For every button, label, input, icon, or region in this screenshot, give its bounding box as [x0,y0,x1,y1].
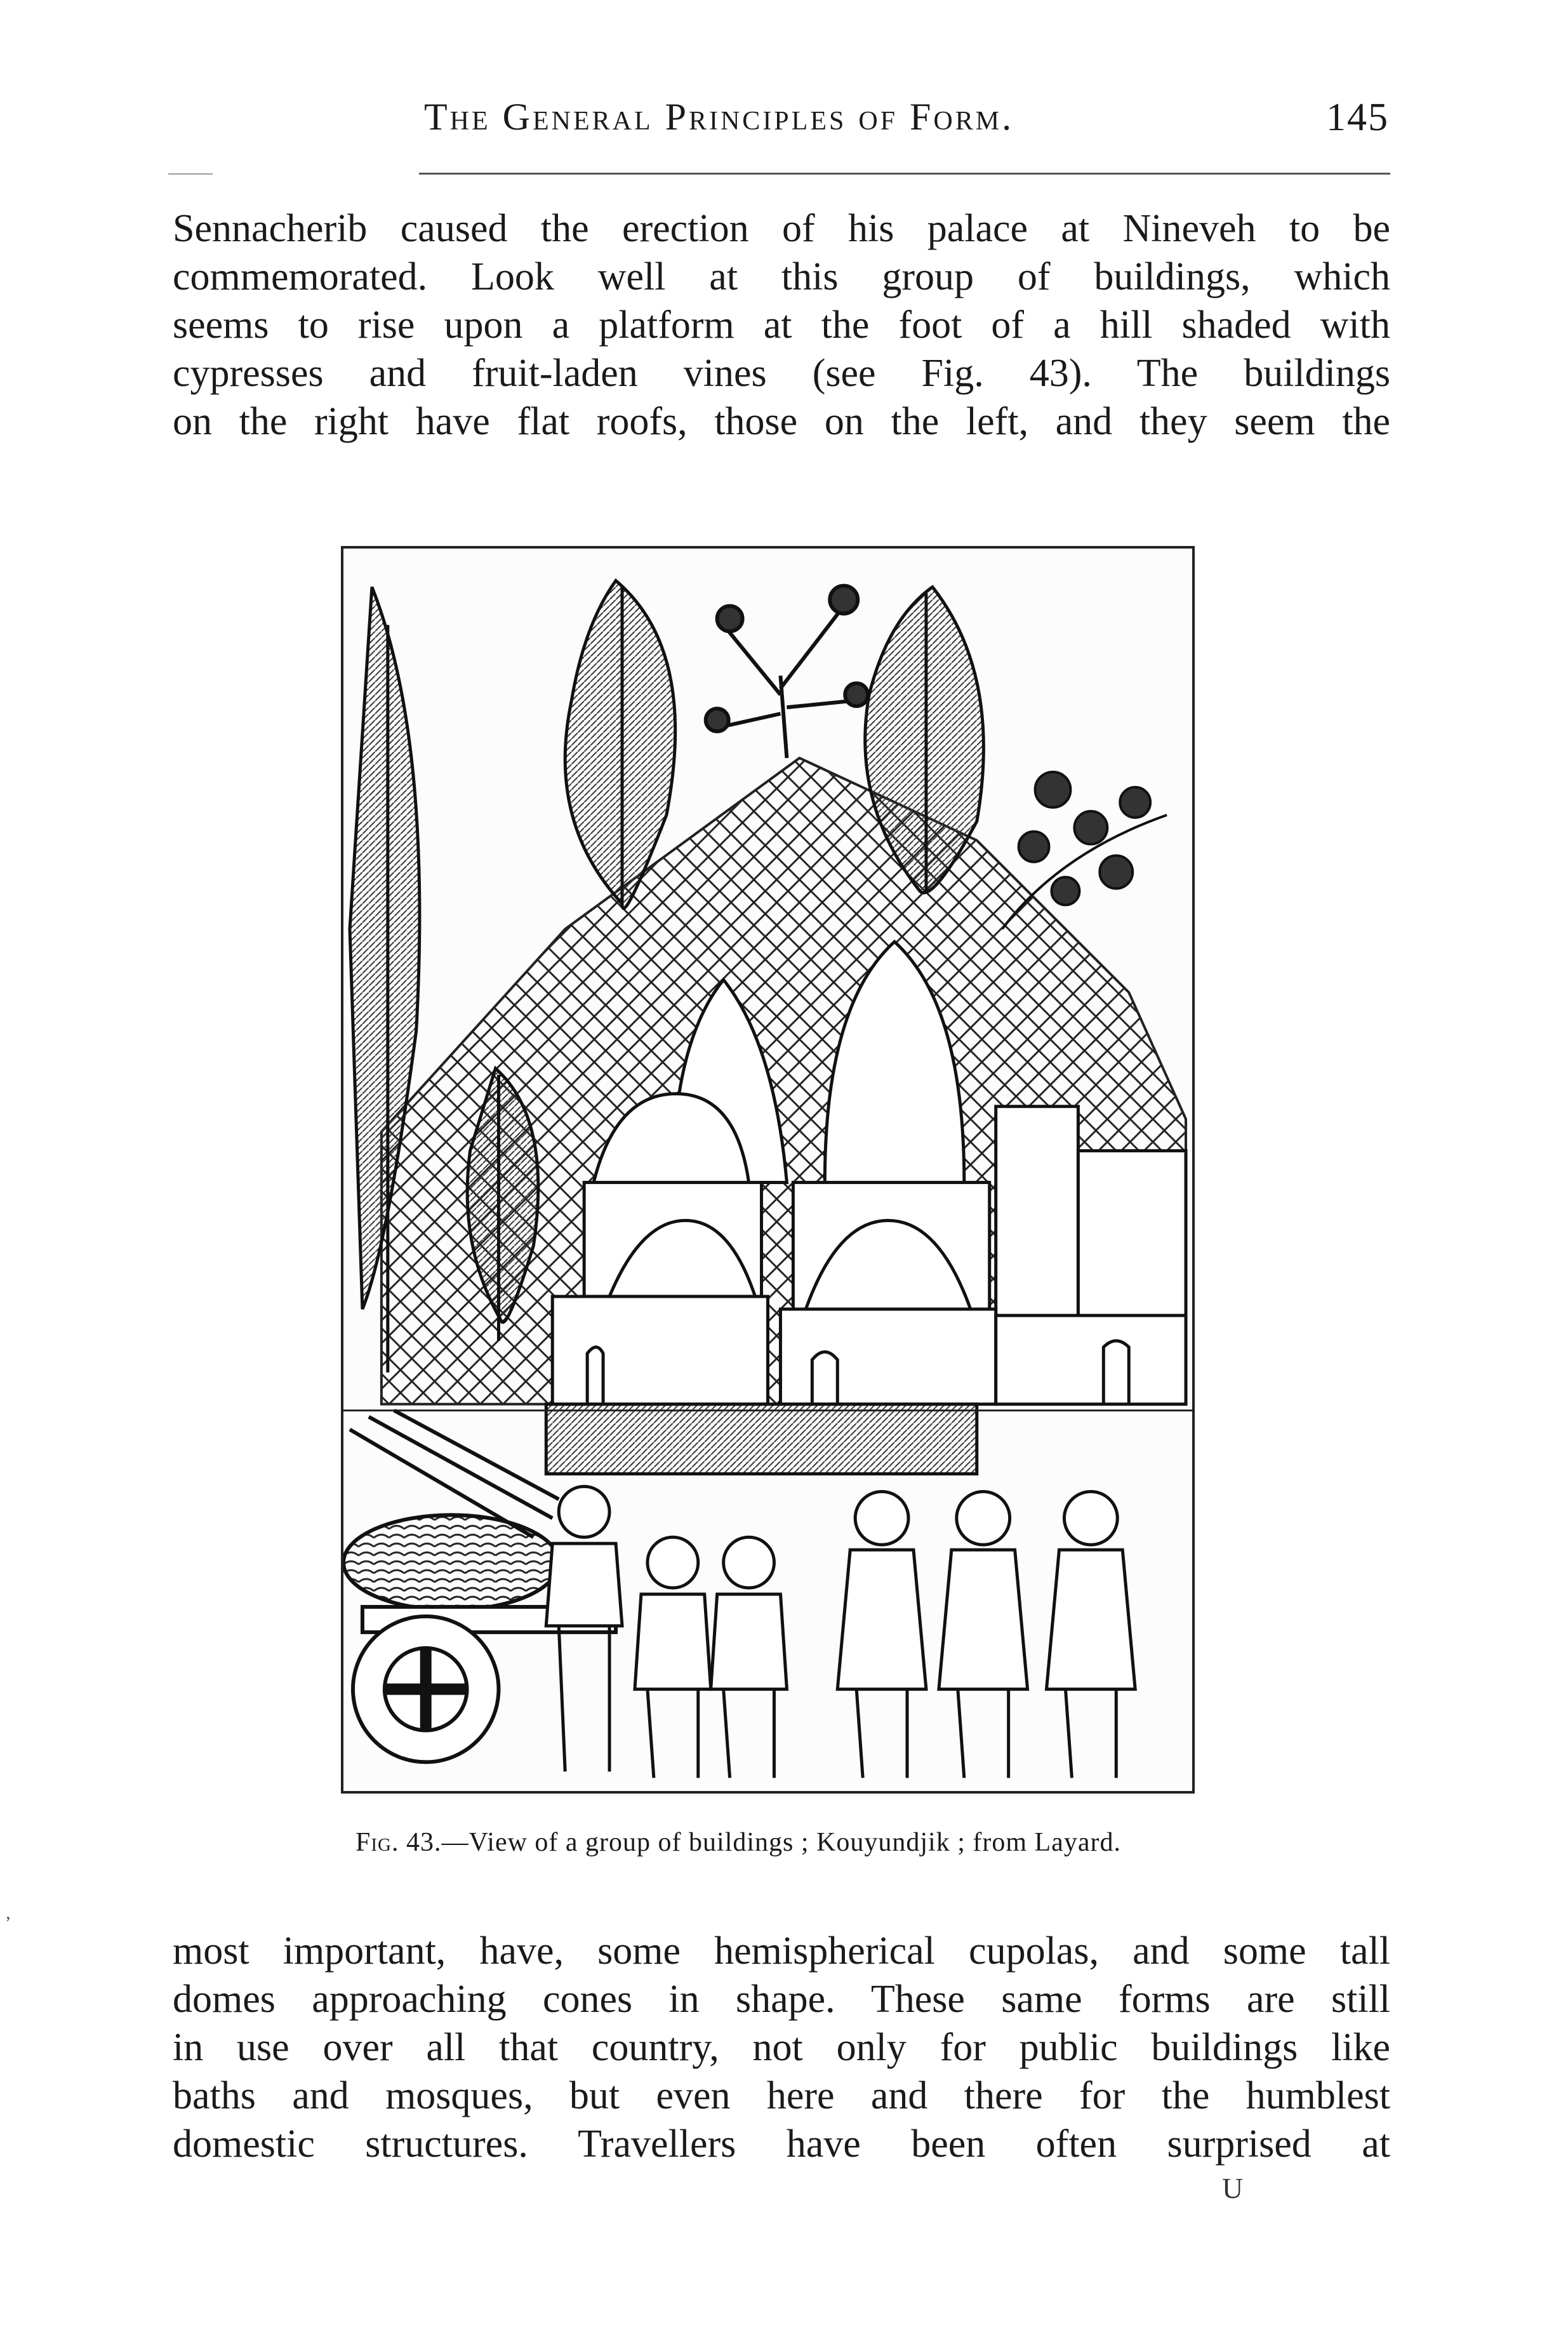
text-line: baths and mosques, but even here and there for the humblest [173,2074,1390,2117]
text-line: on the right have flat roofs, those on the left, and they seem the [173,400,1390,443]
running-header [170,95,1389,159]
figure-caption-text: —View of a group of buildings ; Kouyundjik ; from Layard. [441,1828,1121,1857]
stray-mark: ‚ [5,1903,11,1923]
relief-engraving [343,549,1192,1791]
text-line: domes approaching cones in shape. These same forms are still [173,1978,1390,2021]
body-paragraph-bottom [173,1927,1390,2168]
text-line: commemorated. Look well at this group of buildings, which [173,255,1390,298]
text-line: Sennacherib caused the erection of his palace at Nineveh to be [173,207,1390,250]
platform [546,1404,976,1474]
header-rule-stub [168,173,213,175]
body-paragraph-top [173,204,1390,446]
signature-mark: U [1222,2172,1244,2204]
text-line: cypresses and fruit-laden vines (see Fig. 43). The buildings [173,352,1390,395]
page-number: 145 [1326,96,1389,139]
text-line: most important, have, some hemispherical cupolas, and some tall [173,1929,1390,1973]
figure-label: Fig. 43. [355,1828,442,1857]
running-title: The General Principles of Form. [424,96,1014,138]
text-line: in use over all that country, not only for public buildings like [173,2026,1390,2069]
text-line: domestic structures. Travellers have been often surprised at [173,2122,1390,2166]
header-rule [419,173,1390,175]
figure-caption [355,1827,1213,1858]
text-line: seems to rise upon a platform at the foot of a hill shaded with [173,303,1390,347]
figure-illustration [341,546,1195,1794]
